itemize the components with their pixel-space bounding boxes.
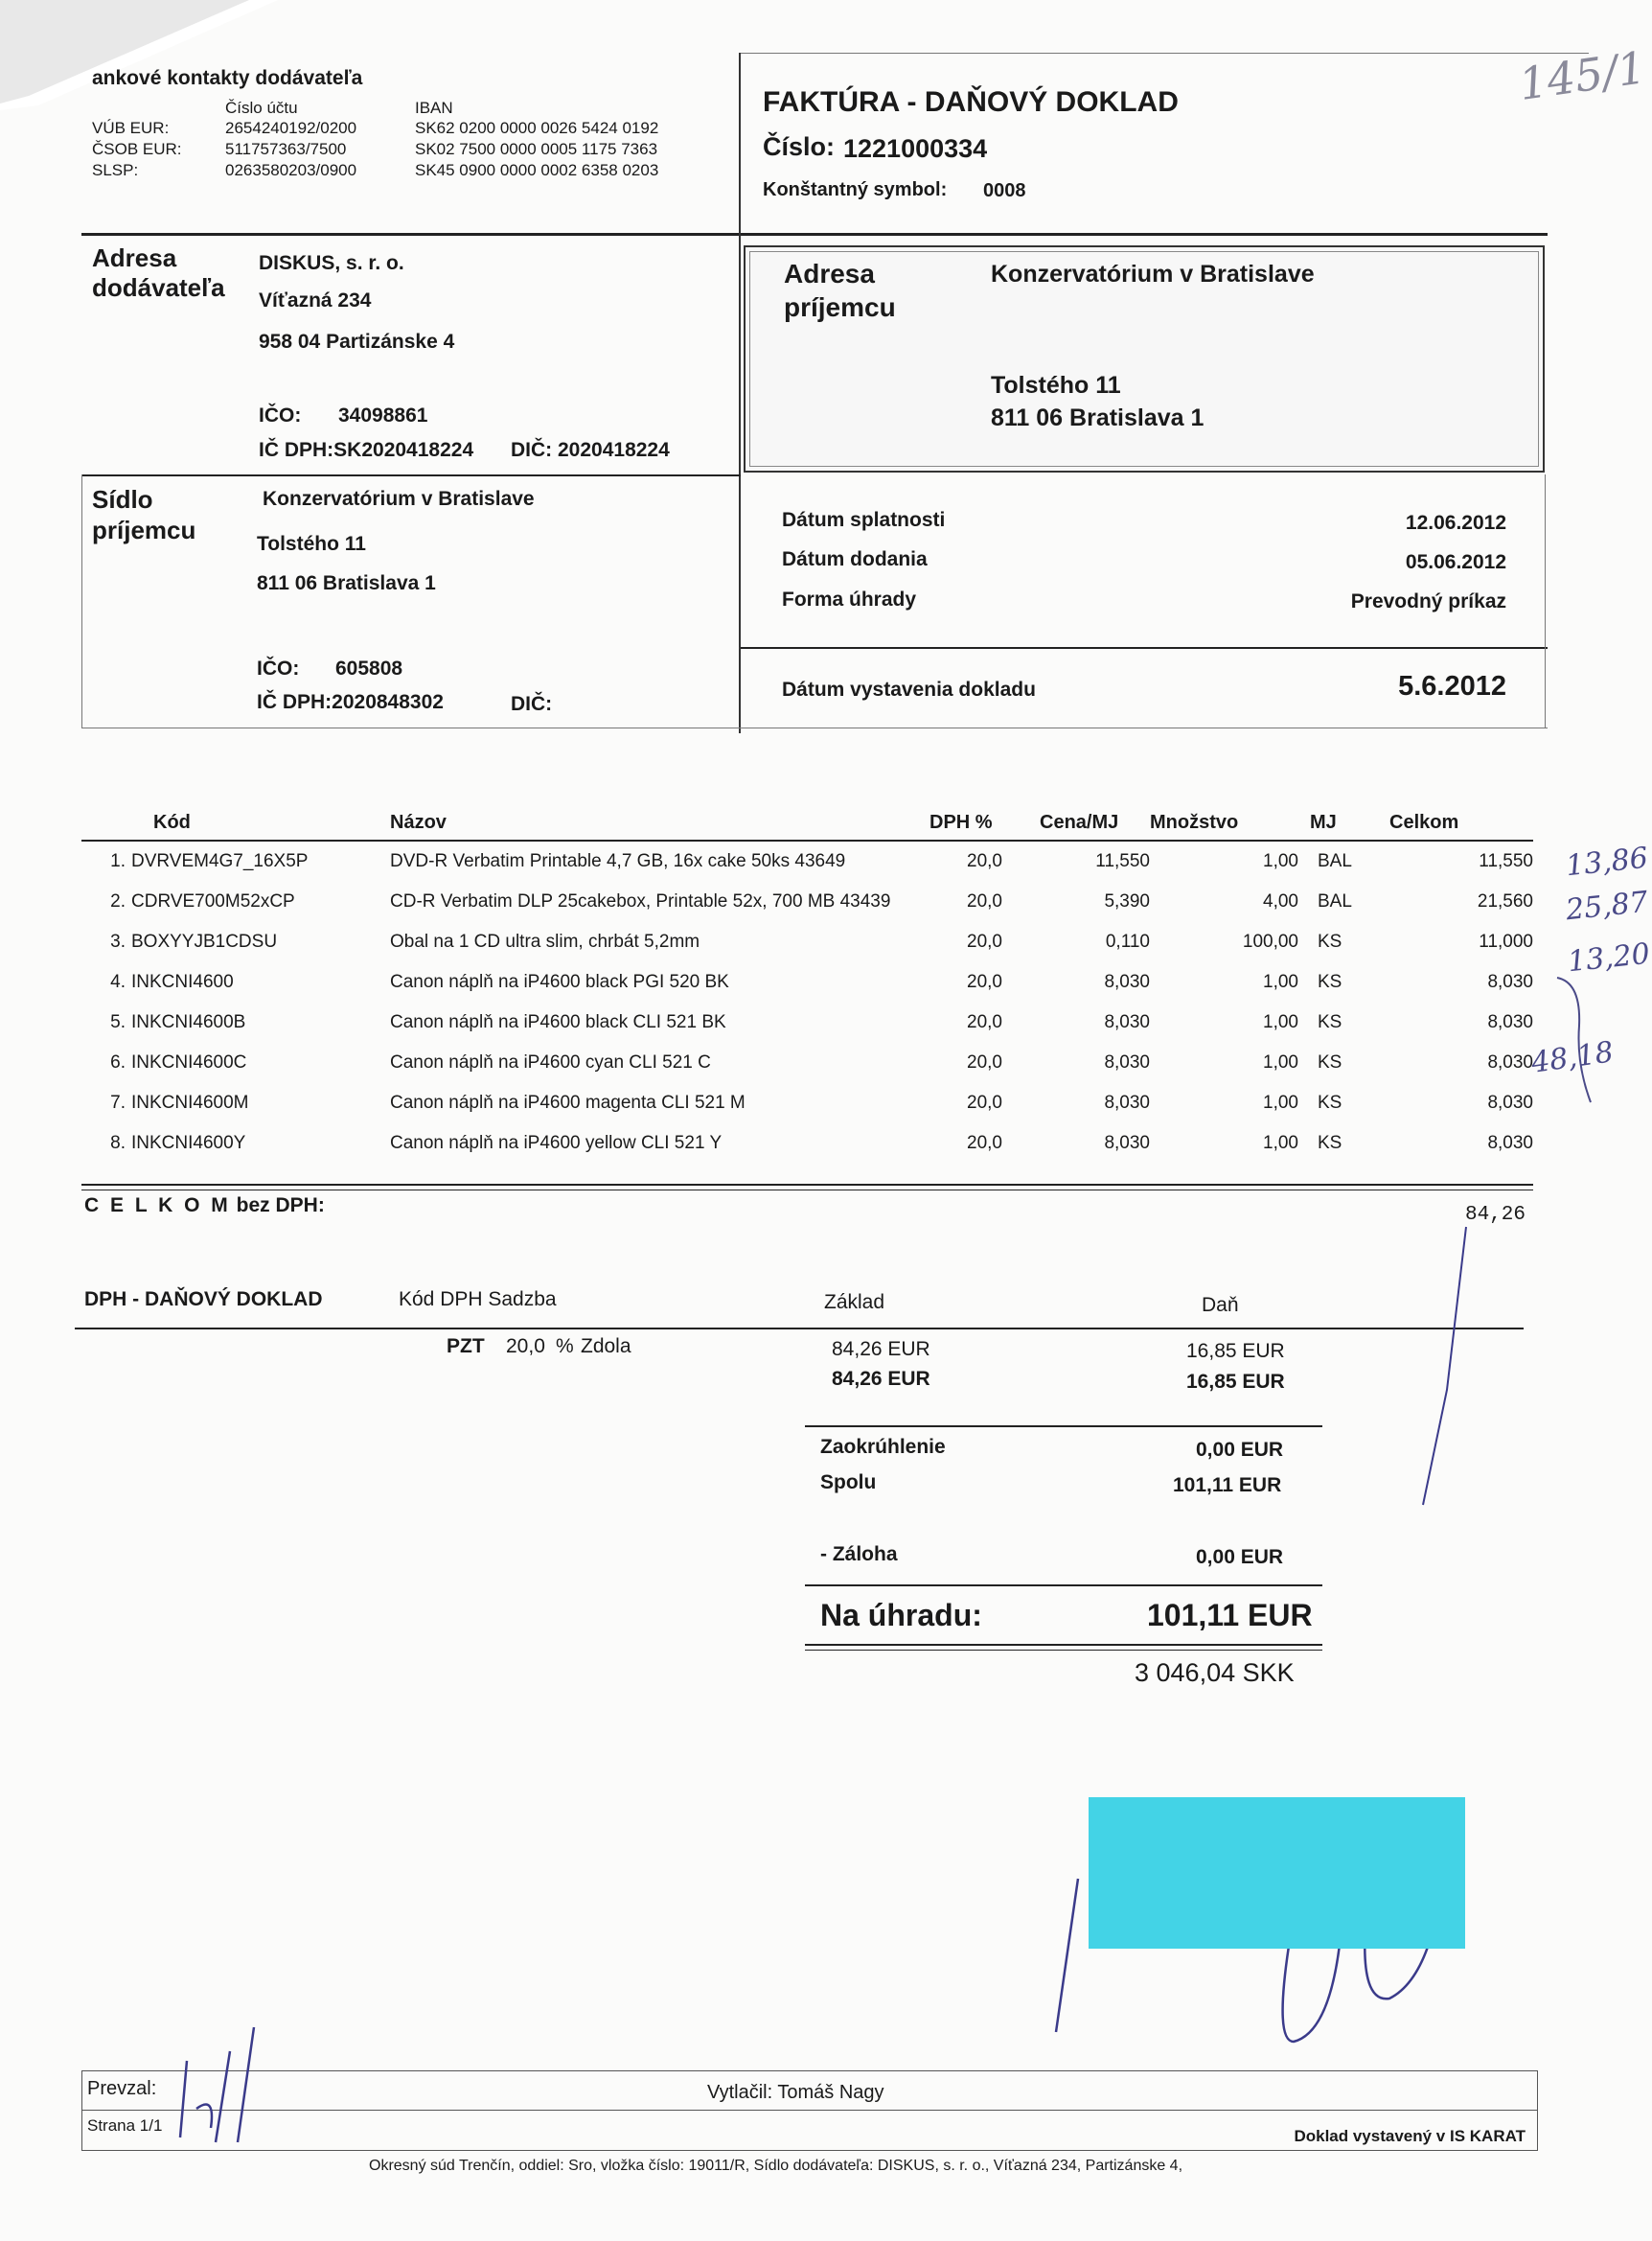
handwritten-note: 25,87 [1564,885,1650,928]
col-price: Cena/MJ [1040,805,1150,841]
vat-col-code: Kód DPH Sadzba [399,1288,557,1310]
item-unit: KS [1318,972,1342,992]
printed-by: Vytlačil: Tomáš Nagy [707,2082,884,2103]
supplier-bottom-rule [81,474,741,476]
bank-name: VÚB EUR: [92,119,170,137]
handwritten-note: 48,18 [1528,1035,1616,1080]
subtotal-label-spaced: C E L K O M [84,1194,231,1216]
payment-method-label: Forma úhrady [782,589,917,611]
item-qty: 1,00 [1263,1012,1298,1032]
item-code [81,1003,374,1043]
payment-method: Prevodný príkaz [1350,590,1506,612]
supplier-city: 958 04 Partizánske 4 [259,331,455,353]
subtotal-label [84,1194,325,1217]
vertical-divider [739,53,741,733]
vat-pct: % [556,1335,574,1357]
vat-col-tax: Daň [1202,1294,1239,1316]
bank-account: 2654240192/0200 [225,119,357,137]
bank-iban: SK02 7500 0000 0005 1175 7363 [415,140,658,158]
vat-tax: 16,85 EUR [1186,1340,1285,1362]
item-price: 8,030 [1104,1052,1150,1073]
item-total: 11,550 [1479,851,1533,871]
supplier-label-2: dodávateľa [92,273,225,302]
subtotal-label-rest: bez DPH: [236,1194,325,1216]
col-vat: DPH % [929,805,1040,841]
col-qty: Množstvo [1150,805,1298,841]
table-row [81,841,1533,882]
item-name: Canon náplň na iP4600 yellow CLI 521 Y [390,1133,723,1153]
table-row [81,962,1533,1003]
item-name: Canon náplň na iP4600 magenta CLI 521 M [390,1093,746,1113]
item-number: 7. [110,1093,126,1113]
seat-name: Konzervatórium v Bratislave [263,488,535,510]
seat-icdph: IČ DPH:2020848302 [257,691,444,713]
rounding-value: 0,00 EUR [1196,1439,1284,1461]
item-number: 3. [110,932,126,952]
item-code [81,922,374,962]
item-code-text: DVRVEM4G7_16X5P [131,851,309,871]
bank-name: ČSOB EUR: [92,140,182,158]
item-code-text: INKCNI4600 [131,972,234,992]
page-number: Strana 1/1 [87,2116,163,2135]
items-header-row [81,805,1533,841]
table-row [81,1003,1533,1043]
seat-street: Tolstého 11 [257,533,366,555]
issue-date: 5.6.2012 [1398,671,1506,702]
footer-bottom-rule [81,2150,1538,2151]
item-code-text: BOXYYJB1CDSU [131,932,278,952]
items-table [81,805,1533,1164]
seat-label: Sídlo [92,485,153,514]
subtotal-value: 84,26 [1464,1204,1526,1226]
item-code [81,962,374,1003]
col-unit: MJ [1298,805,1389,841]
item-qty: 100,00 [1242,932,1298,952]
vat-code: PZT [447,1335,485,1357]
item-name: DVD-R Verbatim Printable 4,7 GB, 16x cake 50ks 43649 [390,851,846,871]
supplier-name: DISKUS, s. r. o. [259,252,404,274]
item-unit: KS [1318,1133,1342,1153]
handwritten-brace [1552,968,1600,1112]
bank-col-iban: IBAN [415,99,453,117]
item-vat: 20,0 [967,932,1002,952]
item-total: 8,030 [1487,1093,1533,1113]
item-number: 5. [110,1012,126,1032]
item-name: CD-R Verbatim DLP 25cakebox, Printable 52x, 700 MB 43439 [390,891,891,912]
item-total: 21,560 [1477,891,1533,912]
item-name: Obal na 1 CD ultra slim, chrbát 5,2mm [390,932,700,952]
received-signature [163,2022,278,2147]
invoice-number: 1221000334 [843,134,988,163]
bank-iban: SK45 0900 0000 0002 6358 0203 [415,161,659,179]
item-name: Canon náplň na iP4600 black CLI 521 BK [390,1012,726,1032]
handwritten-note: 13,86 [1564,841,1650,884]
vat-col-base: Základ [824,1291,885,1313]
issue-date-label: Dátum vystavenia dokladu [782,679,1036,701]
item-code-text: INKCNI4600M [131,1093,249,1113]
table-row [81,1043,1533,1083]
header-bottom-rule [81,233,1548,236]
redaction-block [1089,1797,1465,1949]
item-vat: 20,0 [967,851,1002,871]
deposit-value: 0,00 EUR [1196,1546,1284,1568]
handwritten-note: 13,20 [1566,936,1652,980]
item-qty: 1,00 [1263,1093,1298,1113]
dates-rule [741,647,1548,649]
item-code-text: CDRVE700M52xCP [131,891,295,912]
sum-label: Spolu [820,1471,877,1493]
item-number: 8. [110,1133,126,1153]
sum-value: 101,11 EUR [1173,1474,1282,1496]
seat-ico: 605808 [335,658,403,680]
item-qty: 4,00 [1263,891,1298,912]
constant-symbol-value: 0008 [983,180,1026,201]
rounding-label: Zaokrúhlenie [820,1436,946,1458]
item-vat: 20,0 [967,1093,1002,1113]
deposit-label: - Záloha [820,1543,898,1565]
item-vat: 20,0 [967,891,1002,912]
recipient-label: Adresa [784,259,875,289]
item-unit: BAL [1318,891,1352,912]
col-total: Celkom [1389,805,1533,841]
right-border [1545,474,1546,728]
vat-zdola: Zdola [581,1335,631,1357]
item-total: 11,000 [1479,932,1533,952]
seat-city: 811 06 Bratislava 1 [257,572,436,594]
item-price: 5,390 [1104,891,1150,912]
supplier-dic: DIČ: 2020418224 [511,439,670,461]
due-date: 12.06.2012 [1405,512,1506,534]
bank-account: 0263580203/0900 [225,161,357,179]
item-vat: 20,0 [967,1052,1002,1073]
item-unit: KS [1318,932,1342,952]
item-number: 1. [110,851,126,871]
item-total: 8,030 [1487,1133,1533,1153]
supplier-ico: 34098861 [338,404,428,427]
table-row [81,882,1533,922]
header-top-rule [741,53,1589,54]
vat-tax-total: 16,85 EUR [1186,1371,1285,1393]
item-qty: 1,00 [1263,972,1298,992]
item-price: 8,030 [1104,972,1150,992]
col-code: Kód [81,805,374,841]
footer-left-border [81,2070,82,2151]
due-date-label: Dátum splatnosti [782,509,946,531]
item-unit: KS [1318,1093,1342,1113]
bank-name: SLSP: [92,161,139,179]
items-bottom-rule-1 [81,1184,1533,1186]
vat-base-total: 84,26 EUR [832,1368,930,1390]
item-price: 8,030 [1104,1012,1150,1032]
item-price: 8,030 [1104,1093,1150,1113]
recipient-street: Tolstého 11 [991,372,1121,399]
item-number: 2. [110,891,126,912]
item-code [81,882,374,922]
seat-ico-label: IČO: [257,658,300,680]
seat-dic-label: DIČ: [511,693,553,715]
item-code [81,1123,374,1164]
vat-rate: 20,0 [506,1335,545,1357]
bank-account: 511757363/7500 [225,140,347,158]
handwritten-corner-number: 145/1 [1515,41,1649,110]
recipient-name: Konzervatórium v Bratislave [991,261,1315,288]
item-price: 8,030 [1104,1133,1150,1153]
item-vat: 20,0 [967,1012,1002,1032]
invoice-number-label: Číslo: [763,132,836,161]
vat-section-title: DPH - DAŇOVÝ DOKLAD [84,1288,323,1310]
item-code [81,1083,374,1123]
item-unit: BAL [1318,851,1352,871]
item-total: 8,030 [1487,1052,1533,1073]
item-price: 0,110 [1105,932,1150,952]
item-qty: 1,00 [1263,851,1298,871]
item-code [81,841,374,882]
supplier-icdph: IČ DPH:SK2020418224 [259,439,474,461]
item-total: 8,030 [1487,972,1533,992]
item-code-text: INKCNI4600C [131,1052,247,1073]
item-vat: 20,0 [967,1133,1002,1153]
item-number: 6. [110,1052,126,1073]
item-name: Canon náplň na iP4600 cyan CLI 521 C [390,1052,711,1073]
court-registration: Okresný súd Trenčín, oddiel: Sro, vložka číslo: 19011/R, Sídlo dodávateľa: DISKUS, s. r. o., Víťazná 234, Partizánske 4, [369,2158,1183,2174]
issued-in-system: Doklad vystavený v IS KARAT [1294,2127,1526,2145]
amount-skk: 3 046,04 SKK [1135,1658,1295,1687]
item-price: 11,550 [1095,851,1150,871]
table-row [81,1083,1533,1123]
invoice-title: FAKTÚRA - DAŇOVÝ DOKLAD [763,86,1179,118]
delivery-date: 05.06.2012 [1405,551,1506,573]
bank-iban: SK62 0200 0000 0026 5424 0192 [415,119,659,137]
item-name: Canon náplň na iP4600 black PGI 520 BK [390,972,729,992]
supplier-street: Víťazná 234 [259,289,372,312]
received-by-label: Prevzal: [87,2078,157,2099]
vat-base: 84,26 EUR [832,1338,930,1360]
items-body [81,841,1533,1164]
table-row [81,922,1533,962]
seat-left-border [81,474,82,728]
item-total: 8,030 [1487,1012,1533,1032]
recipient-city: 811 06 Bratislava 1 [991,404,1205,431]
supplier-label: Adresa [92,243,177,272]
amount-due-value: 101,11 EUR [1147,1598,1313,1632]
amount-due-label: Na úhradu: [820,1598,982,1632]
footer-top-rule [81,2070,1538,2071]
col-name: Názov [374,805,929,841]
delivery-date-label: Dátum dodania [782,548,928,570]
item-code-text: INKCNI4600B [131,1012,246,1032]
seat-label-2: príjemcu [92,516,196,544]
supplier-ico-label: IČO: [259,404,302,427]
bank-col-account: Číslo účtu [225,99,298,117]
footer-mid-rule [81,2110,1538,2111]
item-unit: KS [1318,1012,1342,1032]
recipient-label-2: príjemcu [784,292,896,322]
item-unit: KS [1318,1052,1342,1073]
table-row [81,1123,1533,1164]
item-code-text: INKCNI4600Y [131,1133,246,1153]
item-qty: 1,00 [1263,1052,1298,1073]
item-vat: 20,0 [967,972,1002,992]
constant-symbol-label: Konštantný symbol: [763,179,948,200]
item-code [81,1043,374,1083]
footer-right-border [1537,2070,1538,2151]
bank-contacts-title: ankové kontakty dodávateľa [92,67,363,89]
item-number: 4. [110,972,126,992]
item-qty: 1,00 [1263,1133,1298,1153]
